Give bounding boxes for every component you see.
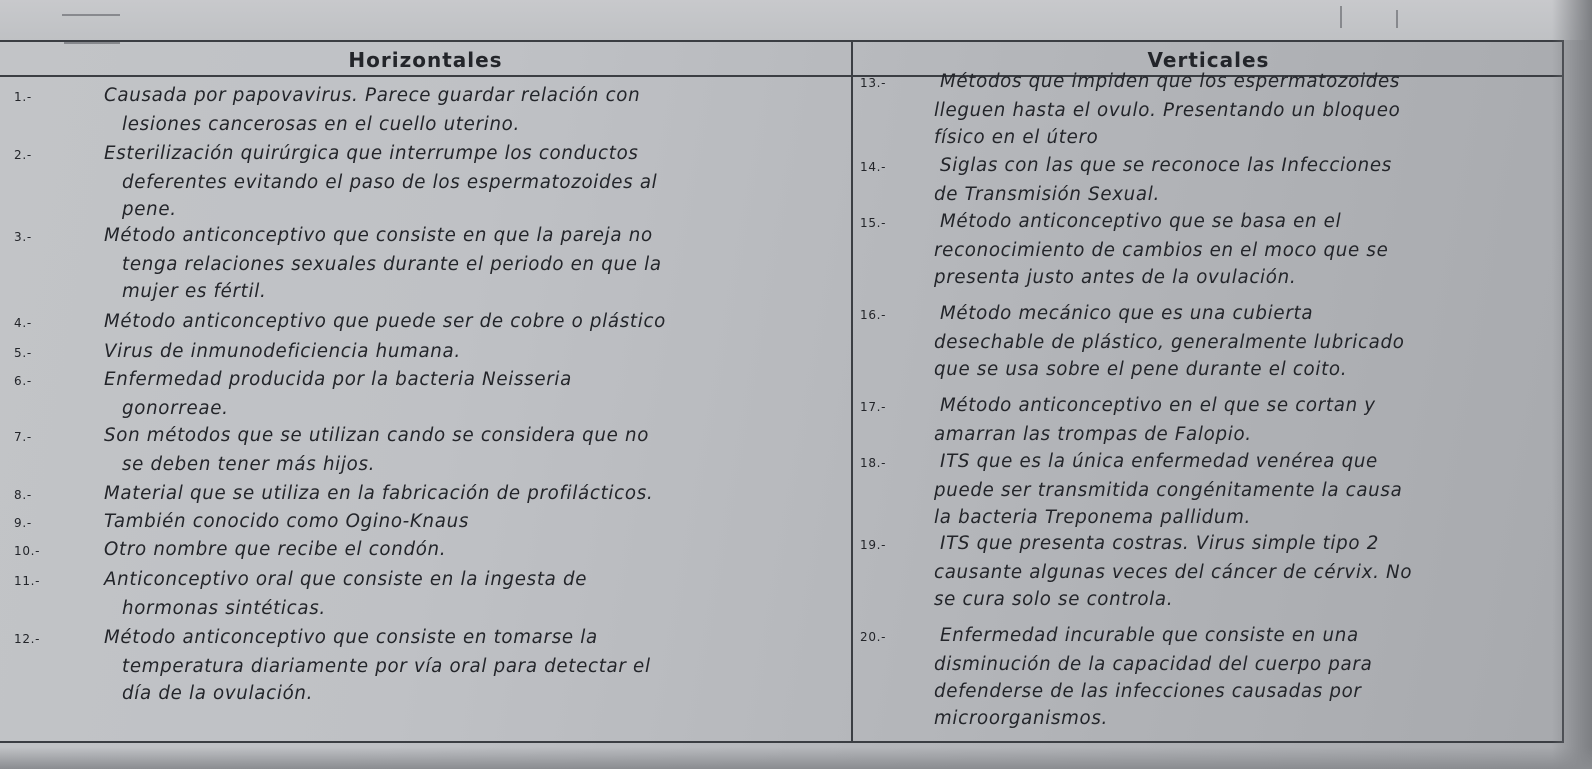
clue-text: disminución de la capacidad del cuerpo para [934, 654, 1373, 675]
clue-number: 1.- [14, 90, 32, 104]
clue-text: Método anticonceptivo que consiste en tomarse la [104, 627, 598, 648]
clue-number: 7.- [14, 430, 32, 444]
clue-17 [860, 392, 1376, 448]
clue-number: 14.- [860, 160, 887, 174]
clue-text: causante algunas veces del cáncer de cérvix. No [934, 562, 1413, 583]
clue-12 [14, 624, 651, 707]
clue-20 [860, 622, 1372, 732]
clue-text: lesiones cancerosas en el cuello uterino. [122, 114, 520, 135]
clue-number: 16.- [860, 308, 887, 322]
clue-text: También conocido como Ogino-Knaus [104, 511, 470, 532]
clue-text: Método anticonceptivo que consiste en que la pareja no [104, 225, 653, 246]
clue-text: Método mecánico que es una cubierta [940, 303, 1314, 324]
clue-text: Método anticonceptivo que se basa en el [940, 211, 1342, 232]
clue-text: que se usa sobre el pene durante el coito. [934, 359, 1348, 380]
clue-3 [14, 222, 662, 305]
clue-9 [14, 508, 469, 537]
clue-text: Esterilización quirúrgica que interrumpe los conductos [104, 143, 639, 164]
clue-13 [860, 68, 1401, 151]
clue-7 [14, 422, 649, 478]
clue-text: amarran las trompas de Falopio. [934, 424, 1252, 445]
clue-6 [14, 366, 572, 422]
clue-text: defenderse de las infecciones causadas por [934, 681, 1362, 702]
clue-text: la bacteria Treponema pallidum. [934, 507, 1251, 528]
clue-text: ITS que presenta costras. Virus simple tipo 2 [940, 533, 1379, 554]
right-shadow [1552, 0, 1592, 769]
clue-text: físico en el útero [934, 127, 1099, 148]
clue-text: Método anticonceptivo en el que se cortan y [940, 395, 1376, 416]
clue-text: se deben tener más hijos. [122, 454, 376, 475]
clue-number: 12.- [14, 632, 41, 646]
clue-number: 8.- [14, 488, 32, 502]
clue-text: Virus de inmunodeficiencia humana. [104, 341, 461, 362]
clue-text: puede ser transmitida congénitamente la causa [934, 480, 1403, 501]
clue-text: Son métodos que se utilizan cando se considera que no [104, 425, 650, 446]
clue-text: tenga relaciones sexuales durante el periodo en que la [122, 254, 662, 275]
clue-18 [860, 448, 1402, 531]
clue-text: Otro nombre que recibe el condón. [104, 539, 447, 560]
clue-text: mujer es fértil. [122, 281, 267, 302]
clue-text: desechable de plástico, generalmente lubricado [934, 332, 1405, 353]
clue-text: Métodos que impiden que los espermatozoides [940, 71, 1401, 92]
clue-text: Método anticonceptivo que puede ser de cobre o plástico [104, 311, 667, 332]
clue-8 [14, 480, 653, 509]
clue-10 [14, 536, 446, 565]
top-shade [0, 0, 1592, 40]
clue-text: temperatura diariamente por vía oral para detectar el [122, 656, 651, 677]
pen-mark [1340, 6, 1342, 28]
clue-number: 19.- [860, 538, 887, 552]
clue-text: de Transmisión Sexual. [934, 184, 1160, 205]
clue-number: 10.- [14, 544, 41, 558]
clue-number: 13.- [860, 76, 887, 90]
clue-19 [860, 530, 1412, 613]
clue-text: se cura solo se controla. [934, 589, 1174, 610]
clue-number: 17.- [860, 400, 887, 414]
clue-number: 9.- [14, 516, 32, 530]
column-divider [851, 40, 853, 743]
clue-text: Enfermedad producida por la bacteria Neisseria [104, 369, 572, 390]
clue-number: 18.- [860, 456, 887, 470]
clue-number: 4.- [14, 316, 32, 330]
bottom-shadow [0, 747, 1592, 769]
clue-15 [860, 208, 1388, 291]
clue-number: 2.- [14, 148, 32, 162]
pen-mark [1396, 10, 1398, 28]
clue-1 [14, 82, 640, 138]
clue-text: gonorreae. [122, 398, 229, 419]
clue-number: 6.- [14, 374, 32, 388]
clue-text: presenta justo antes de la ovulación. [934, 267, 1297, 288]
clue-number: 15.- [860, 216, 887, 230]
clue-text: ITS que es la única enfermedad venérea que [940, 451, 1378, 472]
clue-number: 3.- [14, 230, 32, 244]
clue-4 [14, 308, 666, 337]
clue-text: día de la ovulación. [122, 683, 314, 704]
header-horizontales: Horizontales [348, 48, 503, 72]
clue-text: Siglas con las que se reconoce las Infecciones [940, 155, 1392, 176]
clue-text: Causada por papovavirus. Parece guardar relación con [104, 85, 641, 106]
clue-5 [14, 338, 461, 367]
clue-text: Enfermedad incurable que consiste en una [940, 625, 1359, 646]
clue-text: Material que se utiliza en la fabricación de profilácticos. [104, 483, 654, 504]
clue-text: deferentes evitando el paso de los espermatozoides al [122, 172, 658, 193]
clue-14 [860, 152, 1392, 208]
clue-text: lleguen hasta el ovulo. Presentando un bloqueo [934, 100, 1401, 121]
clue-text: hormonas sintéticas. [122, 598, 326, 619]
clue-text: microorganismos. [934, 708, 1109, 729]
clue-number: 11.- [14, 574, 41, 588]
clue-text: Anticonceptivo oral que consiste en la ingesta de [104, 569, 588, 590]
clue-number: 20.- [860, 630, 887, 644]
clue-16 [860, 300, 1405, 383]
clue-11 [14, 566, 587, 622]
header-verticales: Verticales [1147, 48, 1270, 72]
clue-number: 5.- [14, 346, 32, 360]
clue-text: pene. [122, 199, 177, 220]
clue-2 [14, 140, 657, 223]
pen-mark [62, 14, 120, 16]
clue-text: reconocimiento de cambios en el moco que se [934, 240, 1389, 261]
